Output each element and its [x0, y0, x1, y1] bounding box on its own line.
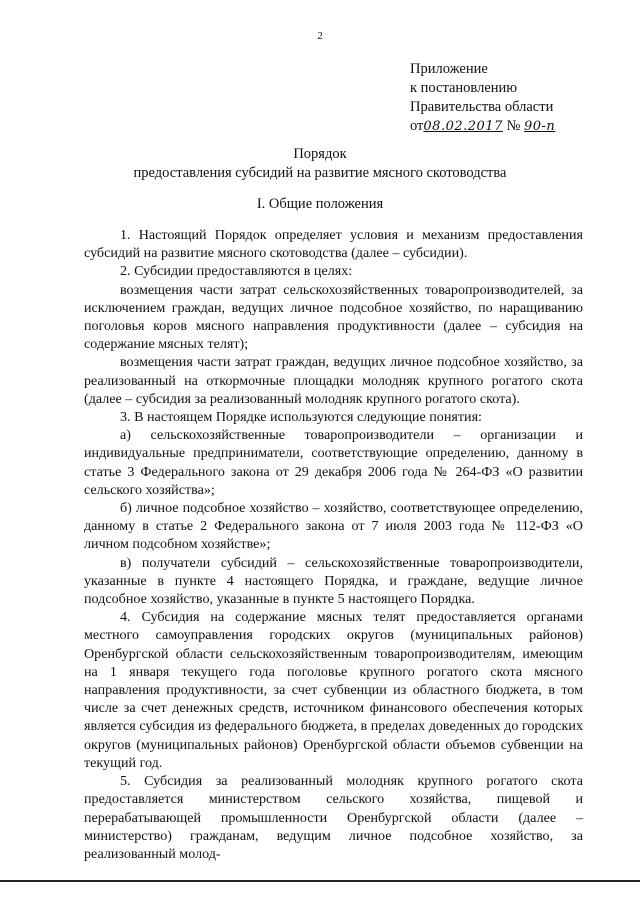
document-subtitle: предоставления субсидий на развитие мясного скотоводства: [133, 165, 507, 181]
paragraph: 5. Субсидия за реализованный молодняк крупного рогатого скота предоставляется министерством сельского хозяйства, пищевой и перерабатывающей промышленности Оренбургской области (далее – министерство) гражданам, ведущим личное подсобное хозяйство, за реализованный молод-: [84, 773, 583, 862]
section-heading: I. Общие положения: [256, 196, 384, 212]
paragraph: а) сельскохозяйственные товаропроизводители – организации и индивидуальные предприниматели, соответствующие определению, данному в статье 3 Федерального закона от 29 декабря 2006 года № 264-ФЗ «О развитии сельского хозяйства»;: [84, 427, 583, 498]
appendix-line-2: к постановлению: [410, 80, 518, 96]
appendix-line-1: Приложение: [410, 61, 488, 77]
document-title: Порядок: [293, 146, 347, 162]
paragraph: 4. Субсидия на содержание мясных телят предоставляется органами местного самоуправления городских округов (муниципальных районов) Оренбургской области сельскохозяйственным товаропроизводителям, имеющим на 1 января текущего года поголовье крупного рогатого скота мясного направления продуктивности, за счет субвенции из областного бюджета, в том числе за счет денежных средств, источником финансового обеспечения которых является субсидия из федерального бюджета, в пределах доведенных до городских округов (муниципальных районов) Оренбургской области объемов субвенции на текущий год.: [84, 609, 583, 771]
paragraph: в) получатели субсидий – сельскохозяйственные товаропроизводители, указанные в пункте 4 настоящего Порядка, и граждане, ведущие личное подсобное хозяйство, указанные в пункте 5 настоящего Порядка.: [84, 554, 583, 608]
paragraph: 1. Настоящий Порядок определяет условия и механизм предоставления субсидий на развитие мясного скотоводства (далее – субсидии).: [84, 227, 583, 262]
paragraph: 3. В настоящем Порядке используются следующие понятия:: [120, 409, 482, 426]
handwritten-date: 08.02.2017: [423, 119, 503, 134]
appendix-line-3: Правительства области: [410, 99, 554, 115]
paragraph: возмещения части затрат граждан, ведущих личное подсобное хозяйство, за реализованный на откормочные площадки молодняк крупного рогатого скота (далее – субсидия за реализованный молодняк крупного рогатого скота).: [84, 354, 583, 407]
handwritten-number: 90-п: [523, 119, 556, 134]
number-prefix: №: [506, 118, 521, 134]
date-prefix: от: [410, 118, 424, 134]
appendix-date-line: [410, 117, 630, 136]
document-body: [84, 226, 583, 863]
paragraph: 2. Субсидии предоставляются в целях:: [120, 263, 353, 280]
appendix-block: [410, 60, 630, 136]
paragraph: б) личное подсобное хозяйство – хозяйство, соответствующее определению, данному в статье 2 Федерального закона от 7 июля 2003 года № 112-ФЗ «О личном подсобном хозяйстве»;: [84, 500, 583, 553]
bottom-rule: [0, 880, 640, 882]
page-number: 2: [317, 30, 323, 42]
paragraph: возмещения части затрат сельскохозяйственных товаропроизводителей, за исключением граждан, ведущих личное подсобное хозяйство, по наращиванию поголовья коров мясного направления продуктивности (далее – субсидия на содержание мясных телят);: [84, 281, 583, 353]
